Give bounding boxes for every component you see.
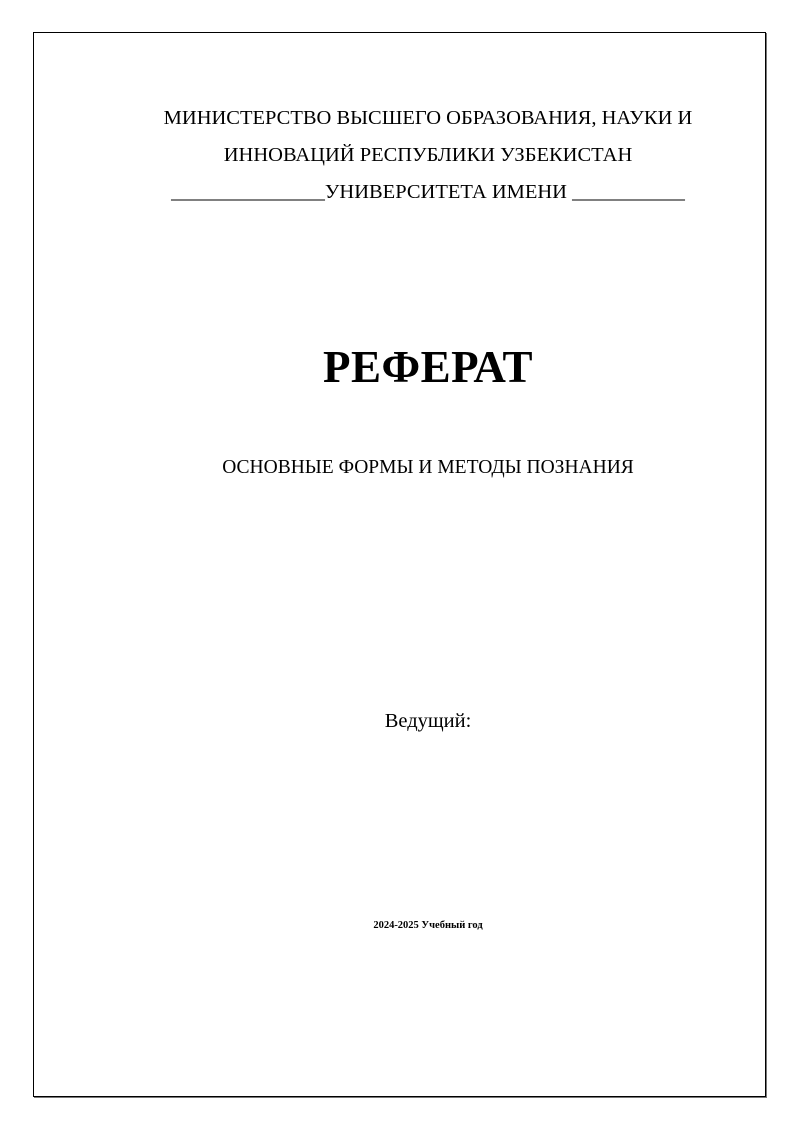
topic-title: ОСНОВНЫЕ ФОРМЫ И МЕТОДЫ ПОЗНАНИЯ	[222, 457, 634, 478]
ministry-header	[0, 100, 800, 211]
leader-label: Ведущий:	[384, 710, 472, 732]
document-title: РЕФЕРАТ	[323, 342, 533, 392]
academic-year: 2024-2025 Учебный год	[373, 920, 483, 931]
ministry-line-1: МИНИСТЕРСТВО ВЫСШЕГО ОБРАЗОВАНИЯ, НАУКИ И	[163, 107, 693, 129]
university-line: _______________УНИВЕРСИТЕТА ИМЕНИ ___________	[171, 181, 685, 203]
ministry-line-2: ИННОВАЦИЙ РЕСПУБЛИКИ УЗБЕКИСТАН	[223, 144, 633, 166]
